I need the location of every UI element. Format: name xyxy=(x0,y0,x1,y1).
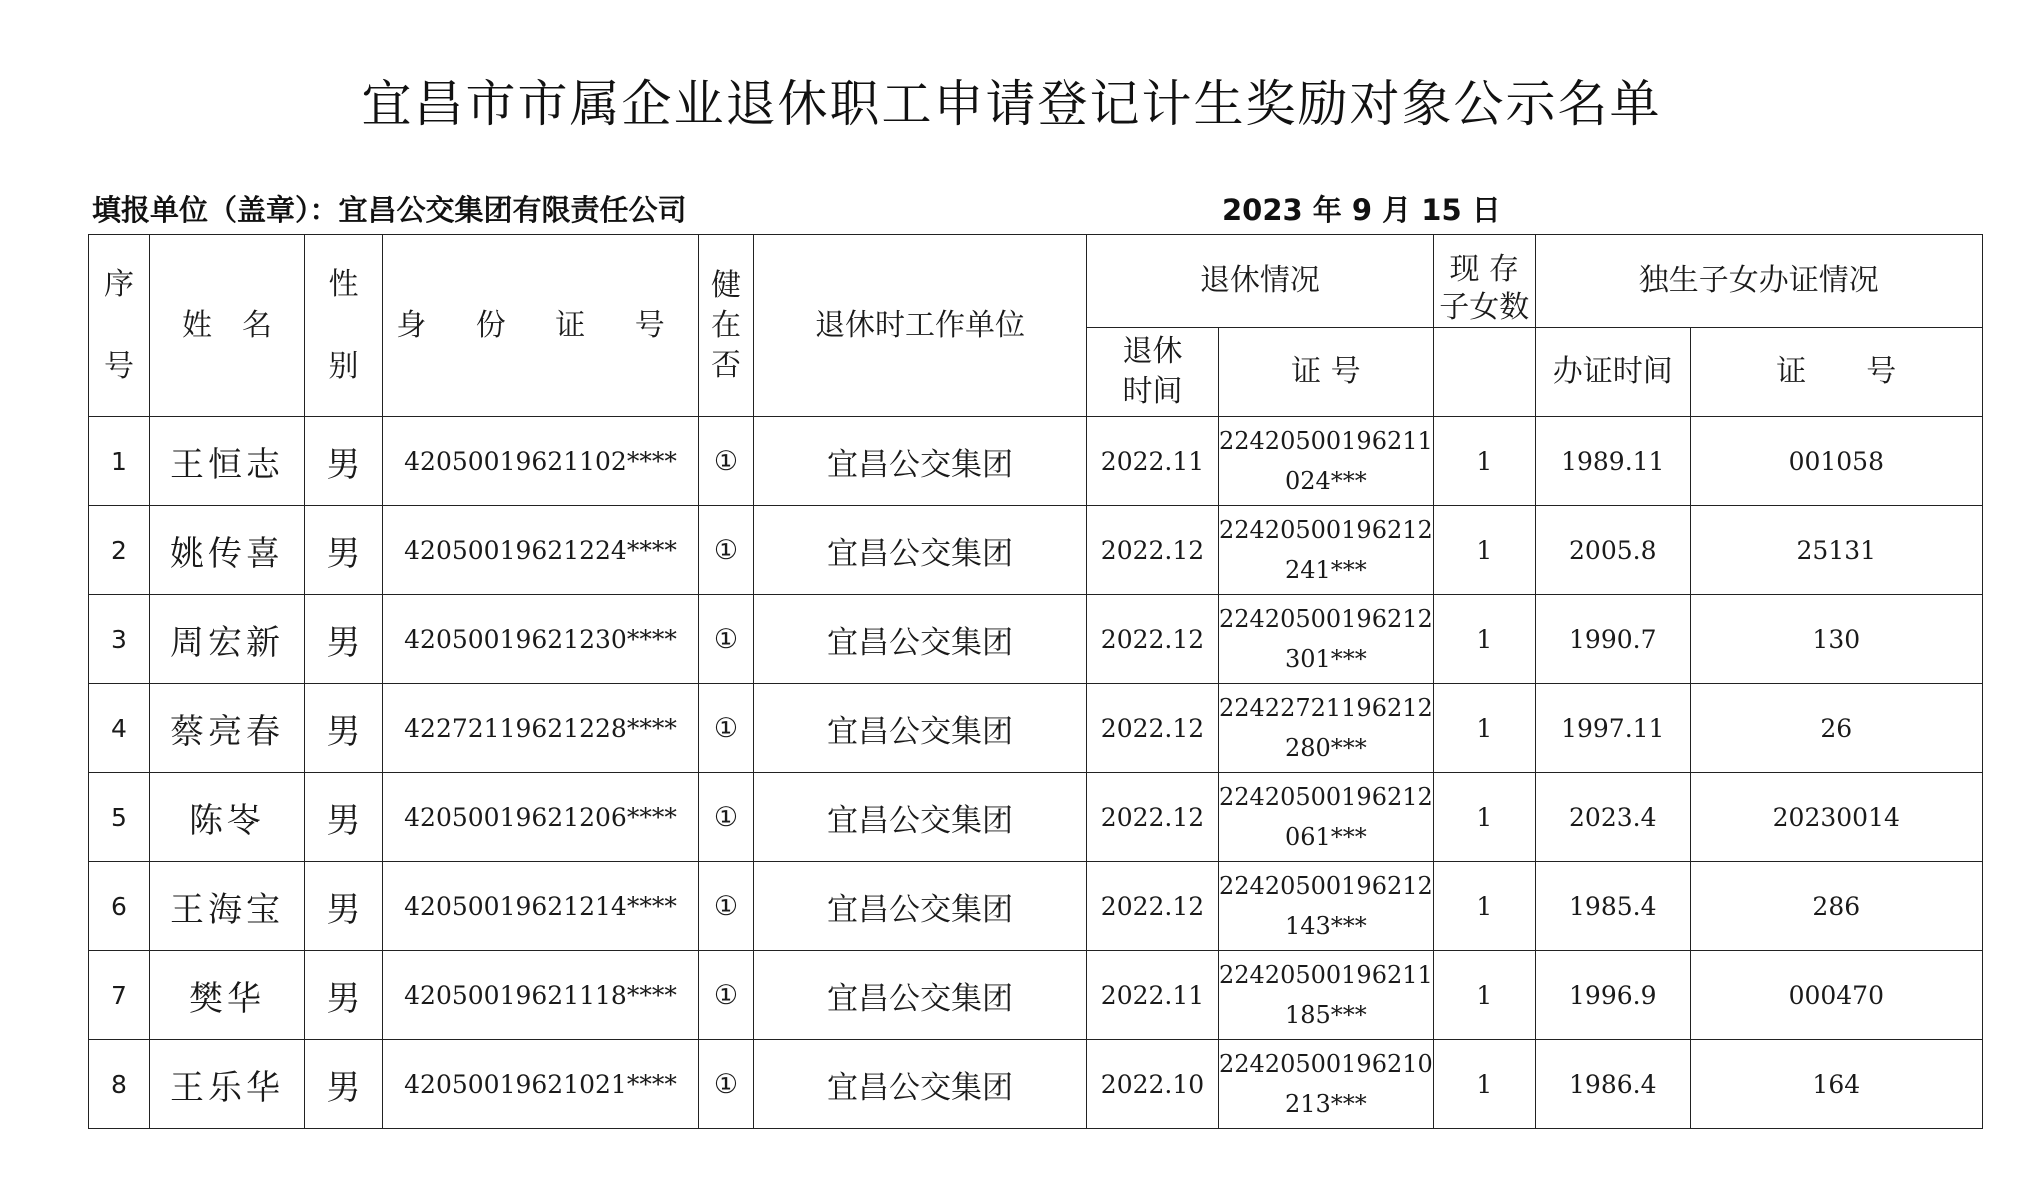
cell-work-unit: 宜昌公交集团 xyxy=(754,862,1087,951)
cell-retire-cert xyxy=(1219,773,1434,862)
cell-retire-cert xyxy=(1219,862,1434,951)
cell-name: 蔡亮春 xyxy=(150,684,305,773)
header-only-child-group: 独生子女办证情况 xyxy=(1535,235,1982,328)
cell-seq: 4 xyxy=(89,684,150,773)
report-date: 2023 年 9 月 15 日 xyxy=(1222,193,1501,227)
header-gender xyxy=(305,235,383,417)
cell-name: 王海宝 xyxy=(150,862,305,951)
header-children-bottom: 子女数 xyxy=(1439,290,1530,325)
header-work-unit: 退休时工作单位 xyxy=(754,235,1087,417)
roster-table xyxy=(88,234,1983,1129)
cell-work-unit: 宜昌公交集团 xyxy=(754,595,1087,684)
header-retire-time xyxy=(1087,328,1219,417)
cell-retire-cert-line2: 301*** xyxy=(1284,645,1367,673)
cell-cert-no: 130 xyxy=(1690,595,1982,684)
cell-cert-date: 2023.4 xyxy=(1535,773,1690,862)
header-retire-time-top: 退休 xyxy=(1122,334,1183,369)
cell-work-unit: 宜昌公交集团 xyxy=(754,506,1087,595)
cell-children: 1 xyxy=(1433,773,1535,862)
header-name: 姓 名 xyxy=(150,235,305,417)
cell-name: 陈岺 xyxy=(150,773,305,862)
cell-seq: 2 xyxy=(89,506,150,595)
cell-retire-cert-line1: 22420500196212 xyxy=(1219,872,1433,900)
cell-retire-cert-line2: 024*** xyxy=(1284,467,1367,495)
header-retirement-group: 退休情况 xyxy=(1087,235,1434,328)
cell-id-number: 42050019621118**** xyxy=(383,951,699,1040)
cell-retire-date: 2022.11 xyxy=(1087,417,1219,506)
cell-children: 1 xyxy=(1433,595,1535,684)
cell-children: 1 xyxy=(1433,684,1535,773)
cell-retire-cert-line1: 22420500196212 xyxy=(1219,783,1433,811)
reporting-unit: 填报单位（盖章）：宜昌公交集团有限责任公司 xyxy=(92,193,687,227)
cell-id-number: 42050019621224**** xyxy=(383,506,699,595)
header-health-3: 否 xyxy=(711,347,741,383)
cell-health: ① xyxy=(699,684,754,773)
cell-id-number: 42272119621228**** xyxy=(383,684,699,773)
cell-retire-date: 2022.11 xyxy=(1087,951,1219,1040)
cell-gender: 男 xyxy=(305,684,383,773)
header-id-number: 身 份 证 号 xyxy=(383,235,699,417)
cell-seq: 1 xyxy=(89,417,150,506)
cell-seq: 5 xyxy=(89,773,150,862)
cell-children: 1 xyxy=(1433,951,1535,1040)
table-row xyxy=(89,951,1983,1040)
cell-children: 1 xyxy=(1433,417,1535,506)
cell-name: 周宏新 xyxy=(150,595,305,684)
cell-gender: 男 xyxy=(305,506,383,595)
header-retire-time-bottom: 时间 xyxy=(1122,374,1183,409)
cell-retire-cert-line2: 280*** xyxy=(1284,734,1367,762)
cell-health: ① xyxy=(699,1040,754,1129)
cell-retire-date: 2022.12 xyxy=(1087,862,1219,951)
cell-cert-no: 286 xyxy=(1690,862,1982,951)
cell-id-number: 42050019621021**** xyxy=(383,1040,699,1129)
cell-retire-cert-line1: 22422721196212 xyxy=(1219,694,1433,722)
header-children-top: 现 存 xyxy=(1449,252,1520,287)
cell-id-number: 42050019621102**** xyxy=(383,417,699,506)
cell-cert-no: 001058 xyxy=(1690,417,1982,506)
cell-cert-date: 1989.11 xyxy=(1535,417,1690,506)
cell-work-unit: 宜昌公交集团 xyxy=(754,417,1087,506)
cell-gender: 男 xyxy=(305,951,383,1040)
cell-work-unit: 宜昌公交集团 xyxy=(754,773,1087,862)
cell-retire-date: 2022.12 xyxy=(1087,684,1219,773)
cell-retire-cert-line1: 22420500196211 xyxy=(1219,961,1433,989)
cell-work-unit: 宜昌公交集团 xyxy=(754,951,1087,1040)
cell-cert-date: 1997.11 xyxy=(1535,684,1690,773)
header-seq-top: 序 xyxy=(104,266,134,302)
table-row xyxy=(89,1040,1983,1129)
cell-gender: 男 xyxy=(305,595,383,684)
cell-cert-no: 164 xyxy=(1690,1040,1982,1129)
cell-children: 1 xyxy=(1433,1040,1535,1129)
header-health-1: 健 xyxy=(711,267,741,303)
cell-retire-cert-line1: 22420500196212 xyxy=(1219,516,1433,544)
table-row xyxy=(89,506,1983,595)
cell-id-number: 42050019621206**** xyxy=(383,773,699,862)
cell-seq: 7 xyxy=(89,951,150,1040)
cell-health: ① xyxy=(699,773,754,862)
header-health xyxy=(699,235,754,417)
cell-retire-cert-line2: 241*** xyxy=(1284,556,1367,584)
cell-health: ① xyxy=(699,862,754,951)
cell-health: ① xyxy=(699,506,754,595)
cell-retire-date: 2022.12 xyxy=(1087,595,1219,684)
cell-name: 姚传喜 xyxy=(150,506,305,595)
header-retire-cert-no: 证 号 xyxy=(1219,328,1434,417)
cell-seq: 6 xyxy=(89,862,150,951)
cell-health: ① xyxy=(699,595,754,684)
cell-health: ① xyxy=(699,951,754,1040)
cell-children: 1 xyxy=(1433,506,1535,595)
cell-retire-cert xyxy=(1219,684,1434,773)
cell-retire-cert xyxy=(1219,417,1434,506)
cell-gender: 男 xyxy=(305,862,383,951)
cell-retire-cert-line2: 213*** xyxy=(1284,1090,1367,1118)
header-seq-bottom: 号 xyxy=(104,348,134,384)
cell-id-number: 42050019621230**** xyxy=(383,595,699,684)
cell-retire-cert-line1: 22420500196210 xyxy=(1219,1050,1433,1078)
cell-health: ① xyxy=(699,417,754,506)
cell-retire-cert-line2: 143*** xyxy=(1284,912,1367,940)
cell-cert-no: 26 xyxy=(1690,684,1982,773)
cell-cert-date: 1990.7 xyxy=(1535,595,1690,684)
cell-retire-cert xyxy=(1219,506,1434,595)
cell-retire-cert xyxy=(1219,595,1434,684)
cell-retire-date: 2022.12 xyxy=(1087,506,1219,595)
cell-retire-cert-line1: 22420500196212 xyxy=(1219,605,1433,633)
header-gender-top: 性 xyxy=(328,266,359,302)
cell-work-unit: 宜昌公交集团 xyxy=(754,684,1087,773)
table-row xyxy=(89,773,1983,862)
cell-cert-date: 1985.4 xyxy=(1535,862,1690,951)
cell-retire-cert-line1: 22420500196211 xyxy=(1219,427,1433,455)
cell-cert-date: 1986.4 xyxy=(1535,1040,1690,1129)
cell-cert-no: 25131 xyxy=(1690,506,1982,595)
header-row-top xyxy=(89,235,1983,328)
table-row xyxy=(89,417,1983,506)
cell-gender: 男 xyxy=(305,1040,383,1129)
cell-seq: 8 xyxy=(89,1040,150,1129)
header-health-2: 在 xyxy=(711,307,741,343)
cell-name: 王乐华 xyxy=(150,1040,305,1129)
header-cert-date: 办证时间 xyxy=(1535,328,1690,417)
header-children xyxy=(1433,235,1535,328)
table-row xyxy=(89,684,1983,773)
cell-gender: 男 xyxy=(305,417,383,506)
cell-retire-cert-line2: 185*** xyxy=(1284,1001,1367,1029)
cell-retire-cert xyxy=(1219,951,1434,1040)
cell-cert-date: 2005.8 xyxy=(1535,506,1690,595)
table-row xyxy=(89,862,1983,951)
cell-id-number: 42050019621214**** xyxy=(383,862,699,951)
cell-name: 樊华 xyxy=(150,951,305,1040)
table-row xyxy=(89,595,1983,684)
cell-seq: 3 xyxy=(89,595,150,684)
cell-cert-date: 1996.9 xyxy=(1535,951,1690,1040)
cell-retire-cert xyxy=(1219,1040,1434,1129)
cell-retire-date: 2022.12 xyxy=(1087,773,1219,862)
cell-gender: 男 xyxy=(305,773,383,862)
header-cert-no: 证 号 xyxy=(1690,328,1982,417)
header-seq xyxy=(89,235,150,417)
cell-retire-cert-line2: 061*** xyxy=(1284,823,1367,851)
document-title: 宜昌市市属企业退休职工申请登记计生奖励对象公示名单 xyxy=(361,75,1662,133)
header-children-spacer xyxy=(1433,328,1535,417)
cell-retire-date: 2022.10 xyxy=(1087,1040,1219,1129)
cell-work-unit: 宜昌公交集团 xyxy=(754,1040,1087,1129)
cell-cert-no: 20230014 xyxy=(1690,773,1982,862)
cell-name: 王恒志 xyxy=(150,417,305,506)
header-gender-bottom: 别 xyxy=(328,348,359,384)
cell-children: 1 xyxy=(1433,862,1535,951)
cell-cert-no: 000470 xyxy=(1690,951,1982,1040)
